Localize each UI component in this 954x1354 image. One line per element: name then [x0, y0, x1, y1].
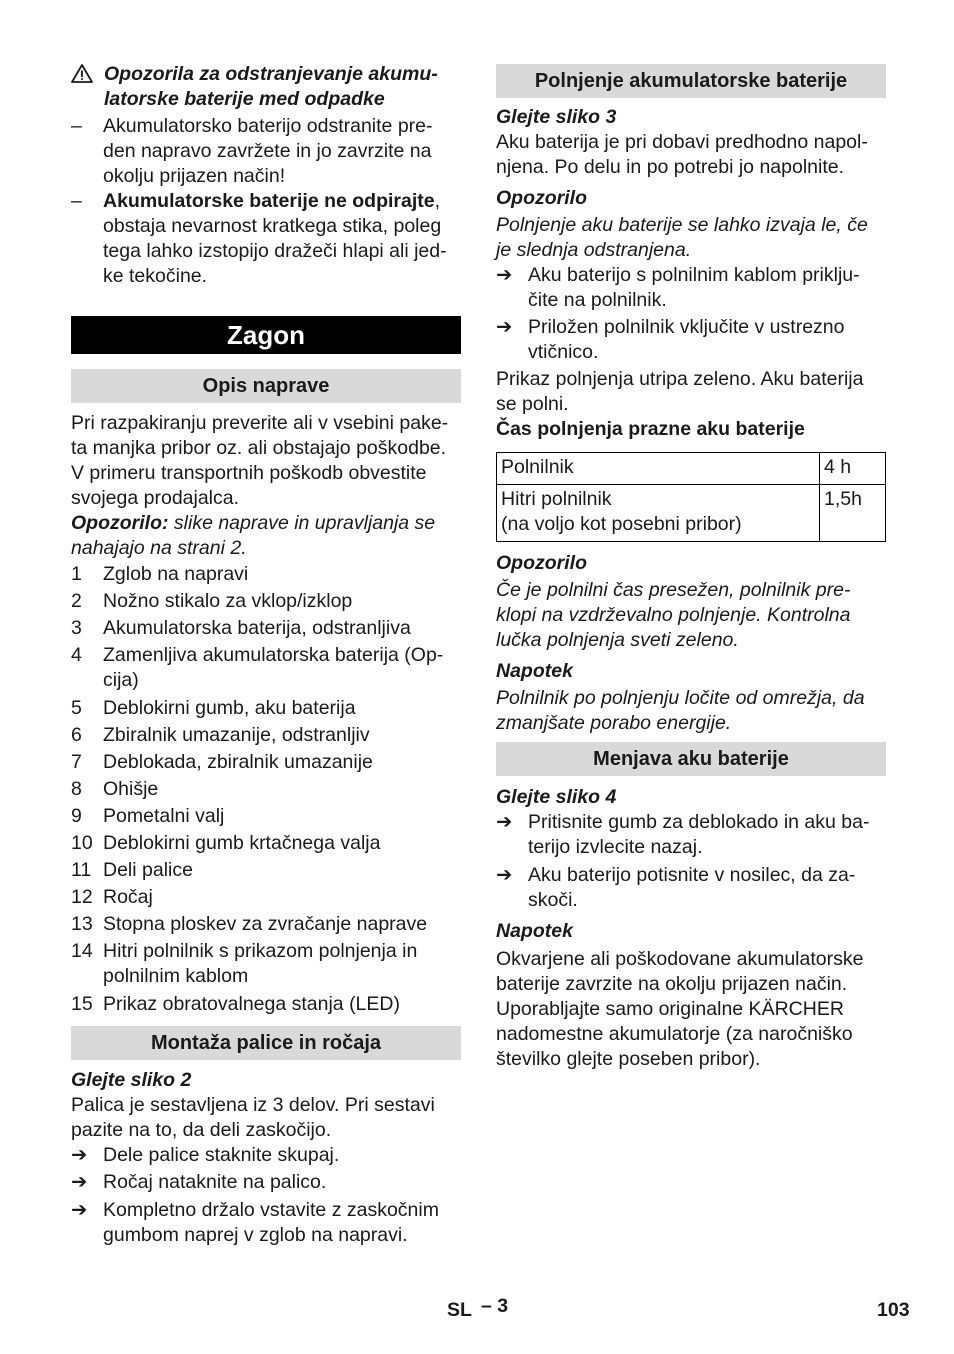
text-line: nahajajo na strani 2. — [71, 537, 247, 559]
right-column — [496, 62, 886, 1072]
item-number: 13 — [71, 913, 93, 935]
list-item — [71, 991, 461, 1018]
text-line: Akumulatorsko baterijo odstranite pre- — [103, 115, 433, 137]
table-cell: 4 h — [820, 453, 886, 485]
figure-reference: Glejte sliko 4 — [496, 786, 617, 808]
heading-line: latorske baterije med odpadke — [104, 88, 385, 110]
text-line: ke tekočine. — [103, 265, 208, 287]
text-line: Palica je sestavljena iz 3 delov. Pri sestavi — [71, 1094, 435, 1116]
arrow-right-icon: ➔ — [496, 864, 513, 886]
item-number: 6 — [71, 724, 82, 746]
text-line — [103, 189, 447, 214]
list-item — [71, 830, 461, 857]
text-line: okolju prijazen način! — [103, 165, 286, 187]
step-item — [71, 1170, 461, 1195]
text-line: polnilnim kablom — [103, 965, 249, 987]
text-line: Pometalni valj — [103, 805, 225, 827]
text-line: Ročaj nataknite na palico. — [103, 1171, 327, 1193]
assembly-paragraph — [71, 1093, 461, 1143]
text-line: Polnilnik po polnjenju ločite od omrežja, da — [496, 687, 865, 709]
text-line: Deblokada, zbiralnik umazanije — [103, 751, 373, 773]
text-line: Stopna ploskev za zvračanje naprave — [103, 913, 428, 935]
dash-marker: – — [71, 115, 82, 137]
list-item — [71, 695, 461, 722]
table-cell — [497, 485, 820, 542]
text-line: Hitri polnilnik s prikazom polnjenja in — [103, 940, 418, 962]
text-line: Polnilnik — [501, 456, 574, 478]
text-line: Akumulatorska baterija, odstranljiva — [103, 617, 411, 639]
subsection-heading: Opis naprave — [71, 369, 461, 403]
list-item — [71, 561, 461, 588]
page-number: 103 — [877, 1299, 910, 1321]
text-line: njena. Po delu in po potrebi jo napolnite. — [496, 156, 845, 178]
text-line: lučka polnjenja sveti zeleno. — [496, 629, 739, 651]
text-line: Aku baterijo potisnite v nosilec, da za- — [528, 864, 856, 886]
list-item — [71, 938, 461, 989]
text-line: čite na polnilnik. — [528, 289, 667, 311]
text-line: Zglob na napravi — [103, 563, 249, 585]
bold-lead: Akumulatorske baterije ne odpirajte — [103, 190, 435, 212]
list-item — [71, 588, 461, 615]
text-line: Aku baterijo s polnilnim kablom priklju- — [528, 264, 860, 286]
text-line: den napravo zavržete in jo zavrzite na — [103, 140, 432, 162]
item-number: 10 — [71, 832, 93, 854]
text-line: V primeru transportnih poškodb obvestite — [71, 462, 427, 484]
heading-line: Opozorila za odstranjevanje akumu- — [104, 63, 438, 85]
indicator-paragraph — [496, 367, 886, 417]
warning-triangle-icon — [71, 62, 104, 112]
text-fragment: slike naprave in upravljanja se — [168, 512, 436, 534]
left-column — [71, 62, 461, 1248]
text-line: Pritisnite gumb za deblokado in aku ba- — [528, 811, 870, 833]
table-row — [497, 453, 886, 485]
item-number: 8 — [71, 778, 82, 800]
text-line: zmanjšate porabo energije. — [496, 712, 732, 734]
text-line: Prikaz obratovalnega stanja (LED) — [103, 993, 400, 1015]
text-line: Prikaz polnjenja utripa zeleno. Aku baterija — [496, 368, 864, 390]
tip-label: Napotek — [496, 660, 573, 682]
list-item — [71, 642, 461, 693]
text-line: terijo izvlecite nazaj. — [528, 836, 703, 858]
text-line: pazite na to, da deli zaskočijo. — [71, 1119, 332, 1141]
text-line: Nožno stikalo za vklop/izklop — [103, 590, 353, 612]
text-line — [71, 511, 461, 536]
charging-paragraph — [496, 130, 886, 180]
list-item — [71, 722, 461, 749]
arrow-right-icon: ➔ — [496, 264, 513, 286]
list-item — [71, 776, 461, 803]
arrow-right-icon: ➔ — [496, 316, 513, 338]
list-item — [71, 884, 461, 911]
arrow-right-icon: ➔ — [71, 1144, 88, 1166]
text-line: Dele palice staknite skupaj. — [103, 1144, 340, 1166]
item-number: 12 — [71, 886, 93, 908]
text-line: svojega prodajalca. — [71, 487, 240, 509]
parts-list — [71, 561, 461, 1018]
text-line: Zamenljiva akumulatorska baterija (Op- — [103, 644, 444, 666]
text-line: Deblokirni gumb krtačnega valja — [103, 832, 381, 854]
text-line: Priložen polnilnik vključite v ustrezno — [528, 316, 845, 338]
table-heading: Čas polnjenja prazne aku baterije — [496, 418, 805, 440]
text-line: Zbiralnik umazanije, odstranljiv — [103, 724, 370, 746]
text-line: Če je polnilni čas presežen, polnilnik pre- — [496, 579, 851, 601]
list-item — [71, 615, 461, 642]
text-line: Kompletno držalo vstavite z zaskočnim — [103, 1199, 439, 1221]
text-line: Polnjenje aku baterije se lahko izvaja le, če — [496, 214, 868, 236]
item-number: 11 — [71, 859, 92, 881]
text-line: Pri razpakiranju preverite ali v vsebini pake- — [71, 412, 449, 434]
list-item — [71, 857, 461, 884]
text-fragment: , — [434, 190, 441, 212]
arrow-right-icon: ➔ — [71, 1171, 88, 1193]
step-item — [496, 810, 886, 860]
text-line: Uporabljajte samo originalne KÄRCHER — [496, 998, 844, 1020]
battery-disposal-warning-heading — [71, 62, 461, 112]
section-title: Zagon — [71, 316, 461, 354]
table-cell: 1,5h — [820, 485, 886, 542]
note-text — [496, 578, 886, 653]
charging-time-table — [496, 452, 886, 542]
text-line: klopi na vzdrževalno polnjenje. Kontrolna — [496, 604, 851, 626]
note-text — [496, 213, 886, 263]
text-line: Okvarjene ali poškodovane akumulatorske — [496, 948, 864, 970]
note-label: Opozorilo: — [71, 512, 169, 534]
arrow-right-icon: ➔ — [496, 811, 513, 833]
text-line: Ročaj — [103, 886, 153, 908]
item-number: 15 — [71, 993, 93, 1015]
text-line: gumbom naprej v zglob na napravi. — [103, 1224, 408, 1246]
list-item — [71, 114, 461, 189]
text-line: baterije zavrzite na okolju prijazen način. — [496, 973, 848, 995]
step-item — [496, 863, 886, 913]
step-item — [71, 1198, 461, 1248]
dash-marker: – — [71, 190, 82, 212]
item-number: 4 — [71, 644, 82, 666]
text-line: obstaja nevarnost kratkega stika, poleg — [103, 215, 442, 237]
text-line: cija) — [103, 669, 139, 691]
list-item — [71, 803, 461, 830]
figure-reference: Glejte sliko 2 — [71, 1069, 192, 1091]
text-line: se polni. — [496, 393, 569, 415]
footer-section: – 3 — [481, 1295, 509, 1317]
text-line: Aku baterija je pri dobavi predhodno napol- — [496, 131, 868, 153]
text-line: številko glejte poseben pribor). — [496, 1048, 761, 1070]
step-item — [496, 315, 886, 365]
text-line: tega lahko izstopijo dražeči hlapi ali jed- — [103, 240, 447, 262]
item-number: 5 — [71, 697, 82, 719]
text-line: skoči. — [528, 889, 578, 911]
subsection-heading: Menjava aku baterije — [496, 742, 886, 776]
note-label: Opozorilo — [496, 552, 587, 574]
footer-language: SL — [447, 1299, 472, 1321]
list-item — [71, 749, 461, 776]
step-item — [496, 263, 886, 313]
text-line: vtičnico. — [528, 341, 599, 363]
table-cell — [497, 453, 820, 485]
item-number: 9 — [71, 805, 82, 827]
footer-section-marker — [447, 1295, 509, 1323]
step-item — [71, 1143, 461, 1168]
item-number: 1 — [71, 563, 82, 585]
text-line: Hitri polnilnik — [501, 488, 612, 510]
list-item — [71, 911, 461, 938]
list-item — [71, 189, 461, 289]
text-line: ta manjka pribor oz. ali obstajajo poškodbe. — [71, 437, 447, 459]
text-line: (na voljo kot posebni pribor) — [501, 513, 742, 535]
subsection-heading: Montaža palice in ročaja — [71, 1026, 461, 1060]
tip-text — [496, 947, 886, 1072]
text-line: nadomestne akumulatorje (za naročniško — [496, 1023, 853, 1045]
intro-paragraph — [71, 411, 461, 511]
tip-label: Napotek — [496, 920, 573, 942]
note-label: Opozorilo — [496, 187, 587, 209]
subsection-heading: Polnjenje akumulatorske baterije — [496, 64, 886, 98]
note-paragraph — [71, 511, 461, 561]
text-line: Deblokirni gumb, aku baterija — [103, 697, 356, 719]
item-number: 3 — [71, 617, 82, 639]
item-number: 2 — [71, 590, 82, 612]
text-line: Ohišje — [103, 778, 159, 800]
text-line: Deli palice — [103, 859, 193, 881]
text-line: je slednja odstranjena. — [496, 239, 692, 261]
figure-reference: Glejte sliko 3 — [496, 106, 617, 128]
item-number: 7 — [71, 751, 82, 773]
arrow-right-icon: ➔ — [71, 1199, 88, 1221]
item-number: 14 — [71, 940, 93, 962]
tip-text — [496, 686, 886, 736]
table-row — [497, 485, 886, 542]
